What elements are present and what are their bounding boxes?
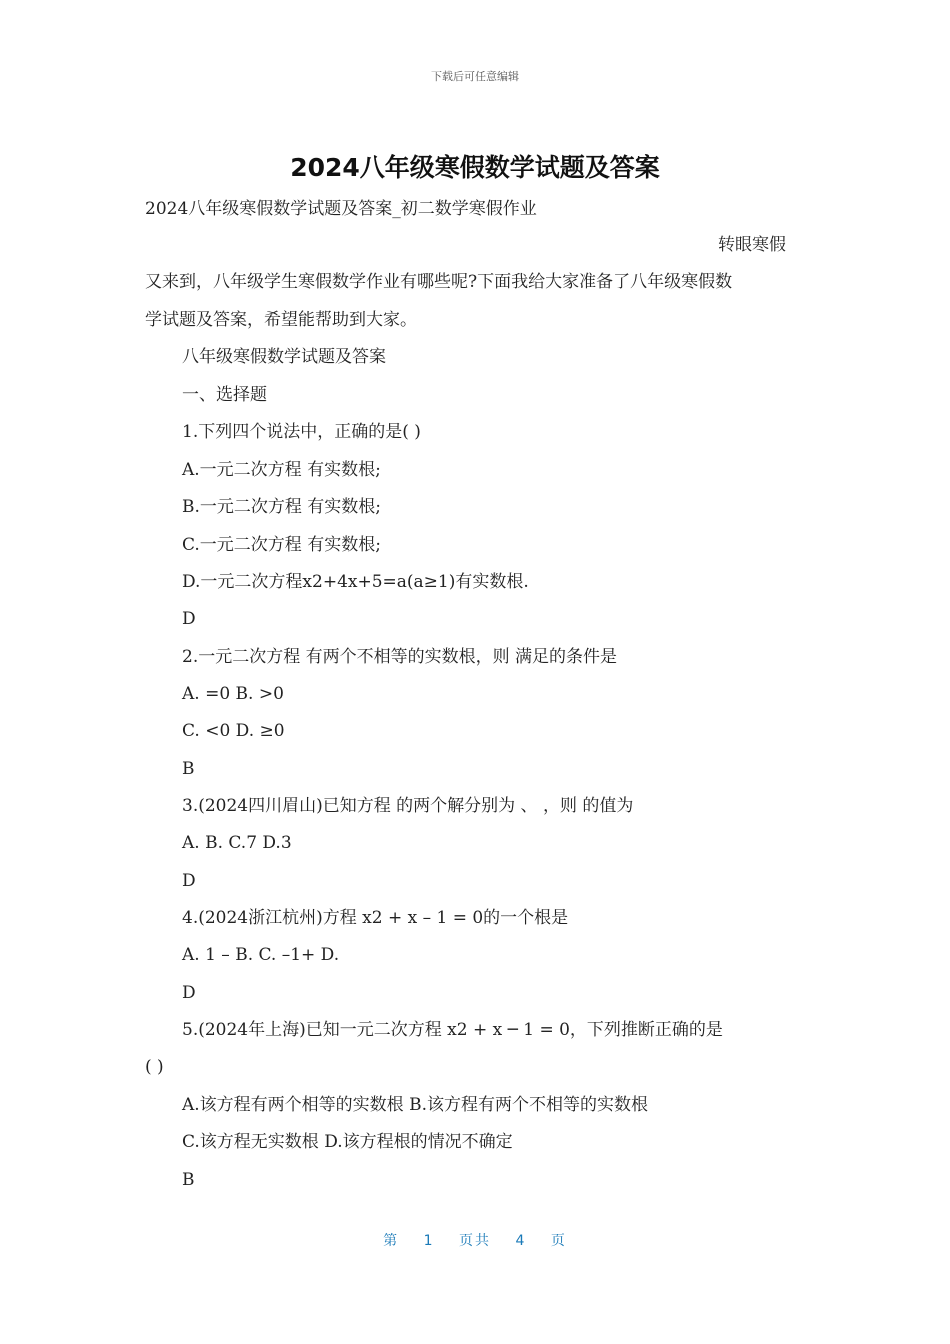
q2-stem: 2.一元二次方程 有两个不相等的实数根，则 满足的条件是 bbox=[182, 647, 618, 667]
q2-options-cd: C. <0 D. ≥0 bbox=[182, 721, 285, 741]
q5-stem-line-2: ( ) bbox=[145, 1057, 164, 1077]
part-one-heading: 一、选择题 bbox=[182, 385, 267, 405]
q3-options: A. B. C.7 D.3 bbox=[182, 833, 292, 853]
q1-option-b: B.一元二次方程 有实数根; bbox=[182, 497, 382, 517]
page-title: 2024八年级寒假数学试题及答案 bbox=[290, 153, 660, 182]
q5-stem-line-1: 5.(2024年上海)已知一元二次方程 x2 + x ─ 1 = 0，下列推断正确的是 bbox=[182, 1020, 723, 1040]
q2-answer: B bbox=[182, 759, 195, 779]
q4-options: A. 1 – B. C. –1+ D. bbox=[182, 945, 340, 965]
q2-options-ab: A. =0 B. >0 bbox=[182, 684, 284, 704]
q1-stem: 1.下列四个说法中，正确的是( ) bbox=[182, 422, 421, 442]
q1-answer: D bbox=[182, 609, 196, 629]
footer-label-ye: 页 bbox=[550, 1233, 567, 1249]
footer-label-di: 第 bbox=[383, 1233, 400, 1249]
footer-page-number: 1 bbox=[423, 1233, 435, 1249]
section-title: 八年级寒假数学试题及答案 bbox=[182, 347, 386, 367]
footer-page-total: 4 bbox=[515, 1233, 527, 1249]
q1-option-a: A.一元二次方程 有实数根; bbox=[182, 460, 381, 480]
q5-answer: B bbox=[182, 1170, 195, 1190]
q1-option-d: D.一元二次方程x2+4x+5=a(a≥1)有实数根. bbox=[182, 572, 529, 592]
q3-stem: 3.(2024四川眉山)已知方程 的两个解分别为 、 ，则 的值为 bbox=[182, 796, 634, 816]
footer-label-ye-gong: 页共 bbox=[459, 1233, 491, 1249]
header-note: 下载后可任意编辑 bbox=[431, 70, 519, 83]
page-footer bbox=[0, 1230, 950, 1250]
q5-options-cd: C.该方程无实数根 D.该方程根的情况不确定 bbox=[182, 1132, 513, 1152]
intro-line-2: 学试题及答案，希望能帮助到大家。 bbox=[145, 310, 417, 330]
intro-line-1: 又来到，八年级学生寒假数学作业有哪些呢?下面我给大家准备了八年级寒假数 bbox=[145, 272, 733, 292]
q1-option-c: C.一元二次方程 有实数根; bbox=[182, 535, 381, 555]
q5-options-ab: A.该方程有两个相等的实数根 B.该方程有两个不相等的实数根 bbox=[182, 1095, 648, 1115]
subtitle: 2024八年级寒假数学试题及答案_初二数学寒假作业 bbox=[145, 199, 537, 219]
q4-stem: 4.(2024浙江杭州)方程 x2 + x – 1 = 0的一个根是 bbox=[182, 908, 569, 928]
q4-answer: D bbox=[182, 983, 196, 1003]
intro-right-text: 转眼寒假 bbox=[718, 235, 786, 255]
q3-answer: D bbox=[182, 871, 196, 891]
